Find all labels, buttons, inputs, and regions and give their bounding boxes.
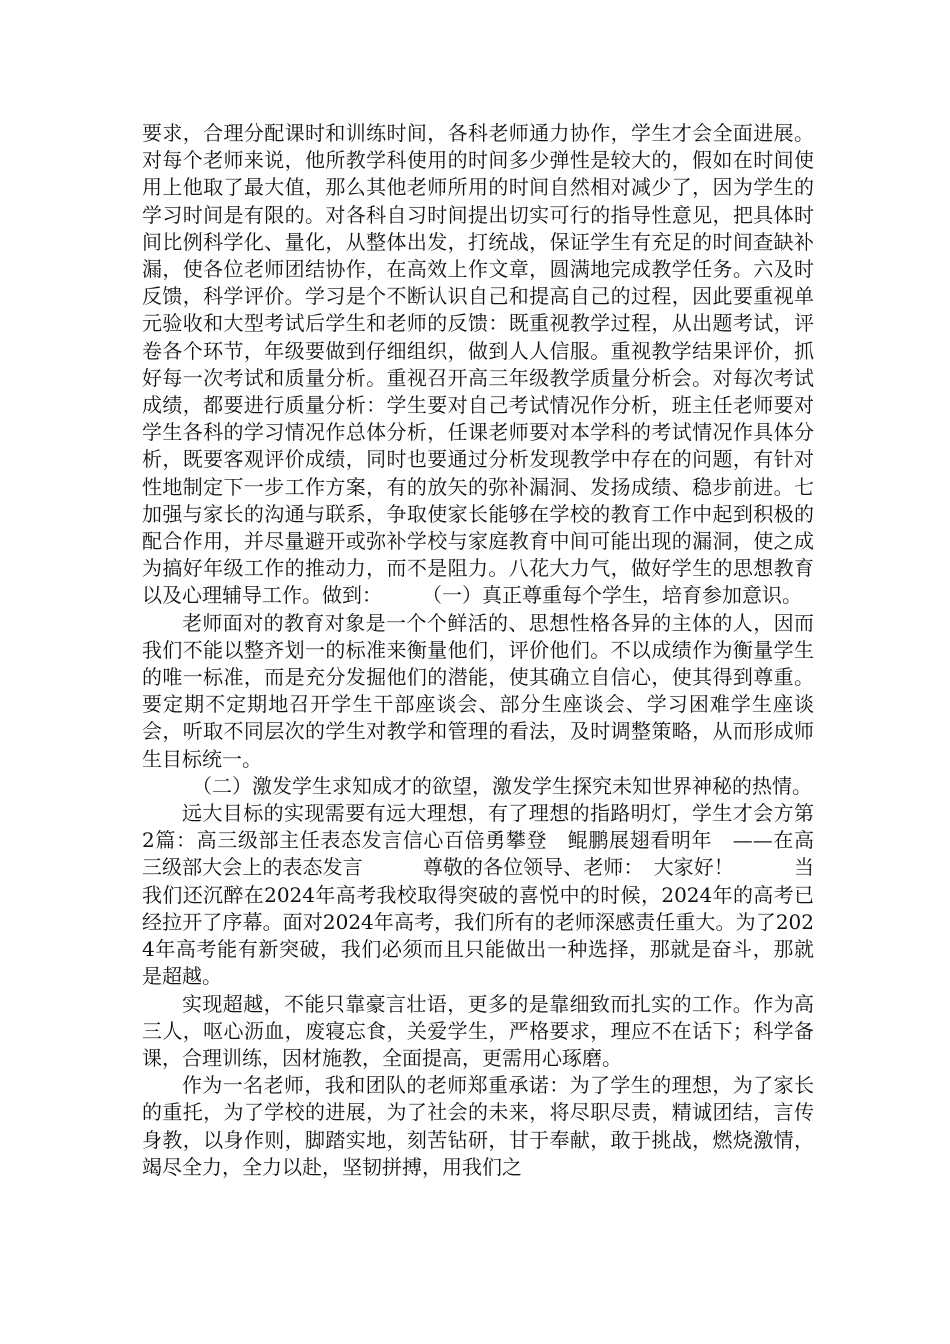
paragraph-2: 老师面对的教育对象是一个个鲜活的、思想性格各异的主体的人，因而我们不能以整齐划一的标准来衡量他们，评价他们。不以成绩作为衡量学生的唯一标准，而是充分发掘他们的潜能，使其确立自信心，使其得到尊重。要定期不定期地召开学生干部座谈会、部分生座谈会、学习困难学生座谈会，听取不同层次的学生对教学和管理的看法，及时调整策略，从而形成师生目标统一。 [142,610,814,771]
paragraph-1: 要求，合理分配课时和训练时间，各科老师通力协作，学生才会全面进展。对每个老师来说，他所教学科使用的时间多少弹性是较大的，假如在时间使用上他取了最大值，那么其他老师所用的时间自然相对减少了，因为学生的学习时间是有限的。对各科自习时间提出切实可行的指导性意见，把具体时间比例科学化、量化，从整体出发，打统战，保证学生有充足的时间查缺补漏，使各位老师团结协作，在高效上作文章，圆满地完成教学任务。六及时反馈，科学评价。学习是个不断认识自己和提高自己的过程，因此要重视单元验收和大型考试后学生和老师的反馈：既重视教学过程，从出题考试，评卷各个环节，年级要做到仔细组织，做到人人信服。重视教学结果评价，抓好每一次考试和质量分析。重视召开高三年级教学质量分析会。对每次考试成绩，都要进行质量分析：学生要对自己考试情况作分析，班主任老师要对学生各科的学习情况作总体分析，任课老师要对本学科的考试情况作具体分析，既要客观评价成绩，同时也要通过分析发现教学中存在的问题，有针对性地制定下一步工作方案，有的放矢的弥补漏洞、发扬成绩、稳步前进。七加强与家长的沟通与联系，争取使家长能够在学校的教育工作中起到积极的配合作用，并尽量避开或弥补学校与家庭教育中间可能出现的漏洞，使之成为搞好年级工作的推动力，而不是阻力。八花大力气，做好学生的思想教育以及心理辅导工作。做到： （一）真正尊重每个学生，培育参加意识。 [142,121,814,608]
paragraph-4: 远大目标的实现需要有远大理想，有了理想的指路明灯，学生才会方第2篇：高三级部主任表态发言信心百倍勇攀登 鲲鹏展翅看明年 ——在高三级部大会上的表态发言 尊敬的各位领导、老师： 大家好！ 当我们还沉醉在2024年高考我校取得突破的喜悦中的时候，2024年的高考已经拉开了序幕。面对2024年高考，我们所有的老师深感责任重大。为了2024年高考能有新突破，我们必须而且只能做出一种选择，那就是奋斗，那就是超越。 [142,801,814,989]
paragraph-5: 实现超越，不能只靠豪言壮语，更多的是靠细致而扎实的工作。作为高三人，呕心沥血，废寝忘食，关爱学生，严格要求，理应不在话下；科学备课，合理训练，因材施教，全面提高，更需用心琢磨。 [142,991,814,1070]
paragraph-3: （二）激发学生求知成才的欲望，激发学生探究未知世界神秘的热情。 [182,773,812,798]
paragraph-6: 作为一名老师，我和团队的老师郑重承诺：为了学生的理想，为了家长的重托，为了学校的进展，为了社会的未来，将尽职尽责，精诚团结，言传身教，以身作则，脚踏实地，刻苦钻研，甘于奉献，敢于挑战，燃烧激情，竭尽全力，全力以赴，坚韧拼搏，用我们之 [142,1073,814,1179]
document-page [142,120,814,1181]
